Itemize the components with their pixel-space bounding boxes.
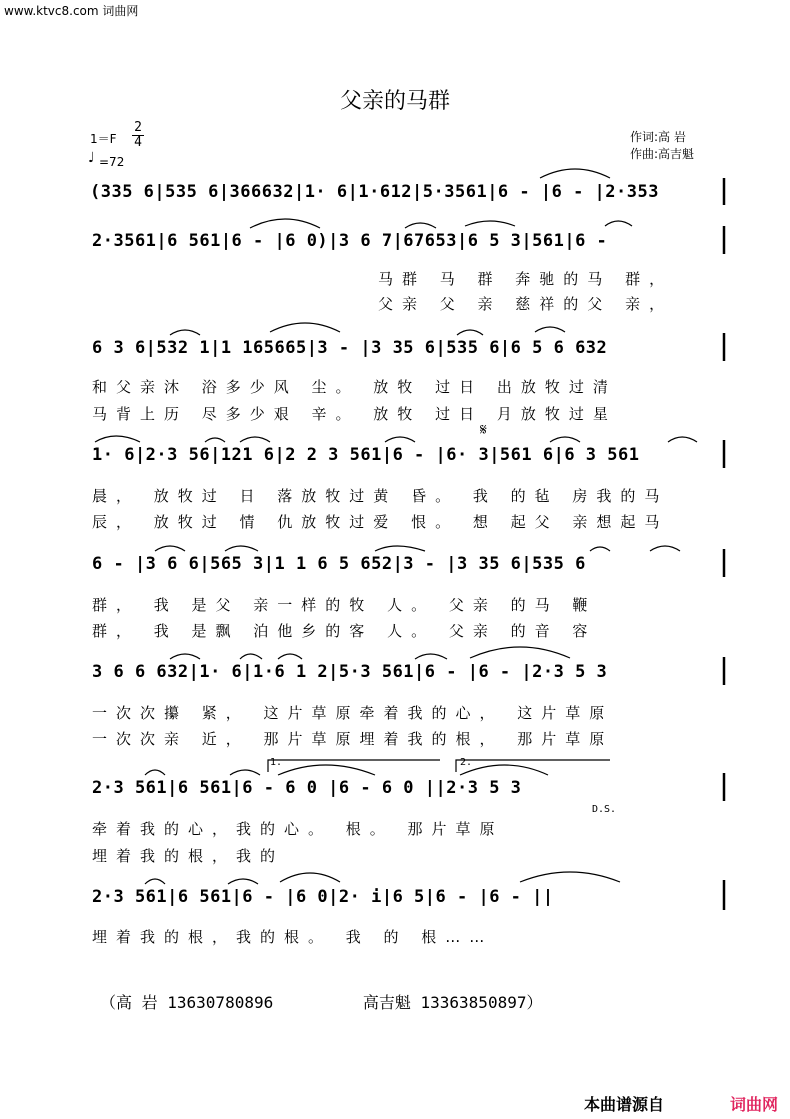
lyric-row-4-verse-2: 辰， 放牧过 情 仇放牧过爱 恨。 想 起父 亲想起马 bbox=[92, 513, 669, 531]
source-label: 本曲谱源自 bbox=[583, 1095, 664, 1114]
notation-row-4: 1· 6|2·3 56|121 6|2 2 3 561|6 - |6· 3|561 6|6 3 561 bbox=[92, 445, 640, 465]
lyric-row-2-verse-1: 马群 马 群 奔驰的马 群， bbox=[378, 270, 674, 288]
slur-row-2a bbox=[250, 219, 320, 228]
site-watermark: www.ktvc8.com 词曲网 bbox=[4, 4, 139, 18]
lyric-row-6-verse-2: 一次次亲 近， 那片草原埋着我的根， 那片草原 bbox=[92, 730, 614, 748]
volta-2-label: 2. bbox=[460, 757, 473, 768]
slur-row-8a bbox=[145, 879, 165, 884]
slur-row-6d bbox=[415, 654, 447, 659]
composer-credit: 作曲:高吉魁 bbox=[630, 147, 695, 161]
slur-row-5a bbox=[155, 546, 185, 551]
slur-row-6b bbox=[240, 654, 262, 659]
slur-row-8c bbox=[280, 873, 340, 882]
slur-row-2c bbox=[465, 221, 515, 226]
lyricist-credit: 作词:高 岩 bbox=[630, 130, 686, 144]
slur-row-1 bbox=[540, 169, 610, 178]
slur-row-4c bbox=[240, 437, 270, 442]
slur-row-5b bbox=[225, 546, 258, 551]
slur-row-5d bbox=[590, 547, 610, 551]
time-denominator: 4 bbox=[134, 135, 142, 150]
song-title: 父亲的马群 bbox=[339, 89, 450, 114]
slur-row-6e bbox=[470, 647, 570, 658]
slur-row-3b bbox=[270, 323, 340, 332]
lyric-row-5-verse-2: 群， 我 是飘 泊他乡的客 人。 父亲 的音 容 bbox=[92, 622, 597, 640]
notation-row-3: 6 3 6|532 1|1 165665|3 - |3 35 6|535 6|6 5 6 632 bbox=[92, 338, 608, 358]
notation-row-2: 2·3561|6 561|6 - |6 0)|3 6 7|67653|6 5 3|561|6 - bbox=[92, 231, 608, 251]
composer-contact: 高吉魁 13363850897） bbox=[362, 993, 543, 1012]
slur-row-4f bbox=[668, 437, 697, 442]
volta-2-bracket bbox=[456, 760, 610, 772]
slur-row-2d bbox=[605, 221, 632, 226]
slur-row-5c bbox=[375, 546, 425, 551]
slur-row-7d bbox=[460, 765, 548, 775]
lyricist-contact: （高 岩 13630780896 bbox=[100, 993, 274, 1012]
notation-row-7: 2·3 561|6 561|6 - 6 0 |6 - 6 0 ||2·3 5 3 bbox=[92, 778, 522, 798]
lyric-row-7-verse-2: 埋着我的根，我的 bbox=[92, 847, 285, 865]
slur-row-6a bbox=[170, 654, 200, 659]
tempo-marking: =72 bbox=[99, 155, 125, 169]
slur-row-4a bbox=[95, 436, 140, 442]
slur-row-5e bbox=[650, 546, 680, 551]
segno-mark: 𝄋 bbox=[480, 420, 487, 439]
notation-row-8: 2·3 561|6 561|6 - |6 0|2· i|6 5|6 - |6 - || bbox=[92, 887, 554, 907]
lyric-row-5-verse-1: 群， 我 是父 亲一样的牧 人。 父亲 的马 鞭 bbox=[92, 596, 597, 614]
key-signature: 1＝F bbox=[90, 132, 117, 146]
notation-row-1: (335 6|535 6|366632|1· 6|1·612|5·3561|6 - |6 - |2·353 bbox=[90, 182, 659, 202]
notation-row-6: 3 6 6 632|1· 6|1·6 1 2|5·3 561|6 - |6 - |2·3 5 3 bbox=[92, 662, 608, 682]
slur-row-4e bbox=[550, 437, 580, 442]
slur-row-6c bbox=[278, 654, 302, 659]
lyric-row-8-verse-1: 埋着我的根，我的根。 我 的 根…… bbox=[92, 928, 494, 946]
slur-row-7a bbox=[145, 770, 165, 775]
slur-row-2b bbox=[405, 223, 436, 228]
lyric-row-3-verse-1: 和父亲沐 浴多少风 尘。 放牧 过日 出放牧过清 bbox=[92, 378, 617, 396]
volta-1-bracket bbox=[268, 760, 440, 772]
slur-row-3a bbox=[170, 330, 200, 335]
slur-row-7c bbox=[278, 765, 375, 775]
lyric-row-2-verse-2: 父亲 父 亲 慈祥的父 亲， bbox=[378, 295, 674, 313]
time-numerator: 2 bbox=[134, 120, 142, 135]
slur-row-3d bbox=[535, 327, 565, 332]
ds-mark: D.S. bbox=[592, 804, 617, 815]
lyric-row-7-verse-1: 牵着我的心，我的心。 根。 那片草原 bbox=[92, 820, 504, 838]
slur-row-4d bbox=[385, 437, 415, 442]
notation-row-5: 6 - |3 6 6|565 3|1 1 6 5 652|3 - |3 35 6|535 6 bbox=[92, 554, 586, 574]
slur-row-4b bbox=[205, 438, 225, 442]
slur-row-8d bbox=[520, 872, 620, 882]
slur-row-3c bbox=[457, 330, 483, 335]
lyric-row-6-verse-1: 一次次攥 紧， 这片草原牵着我的心， 这片草原 bbox=[92, 704, 614, 722]
lyric-row-3-verse-2: 马背上历 尽多少艰 辛。 放牧 过日 月放牧过星 bbox=[92, 405, 617, 423]
volta-1-label: 1. bbox=[270, 757, 283, 768]
slur-row-7b bbox=[230, 770, 260, 775]
slur-row-8b bbox=[228, 879, 258, 884]
lyric-row-4-verse-1: 晨， 放牧过 日 落放牧过黄 昏。 我 的毡 房我的马 bbox=[92, 487, 669, 505]
site-logo: 词曲网 bbox=[729, 1095, 778, 1114]
quarter-note-icon: ♩ bbox=[88, 150, 95, 166]
